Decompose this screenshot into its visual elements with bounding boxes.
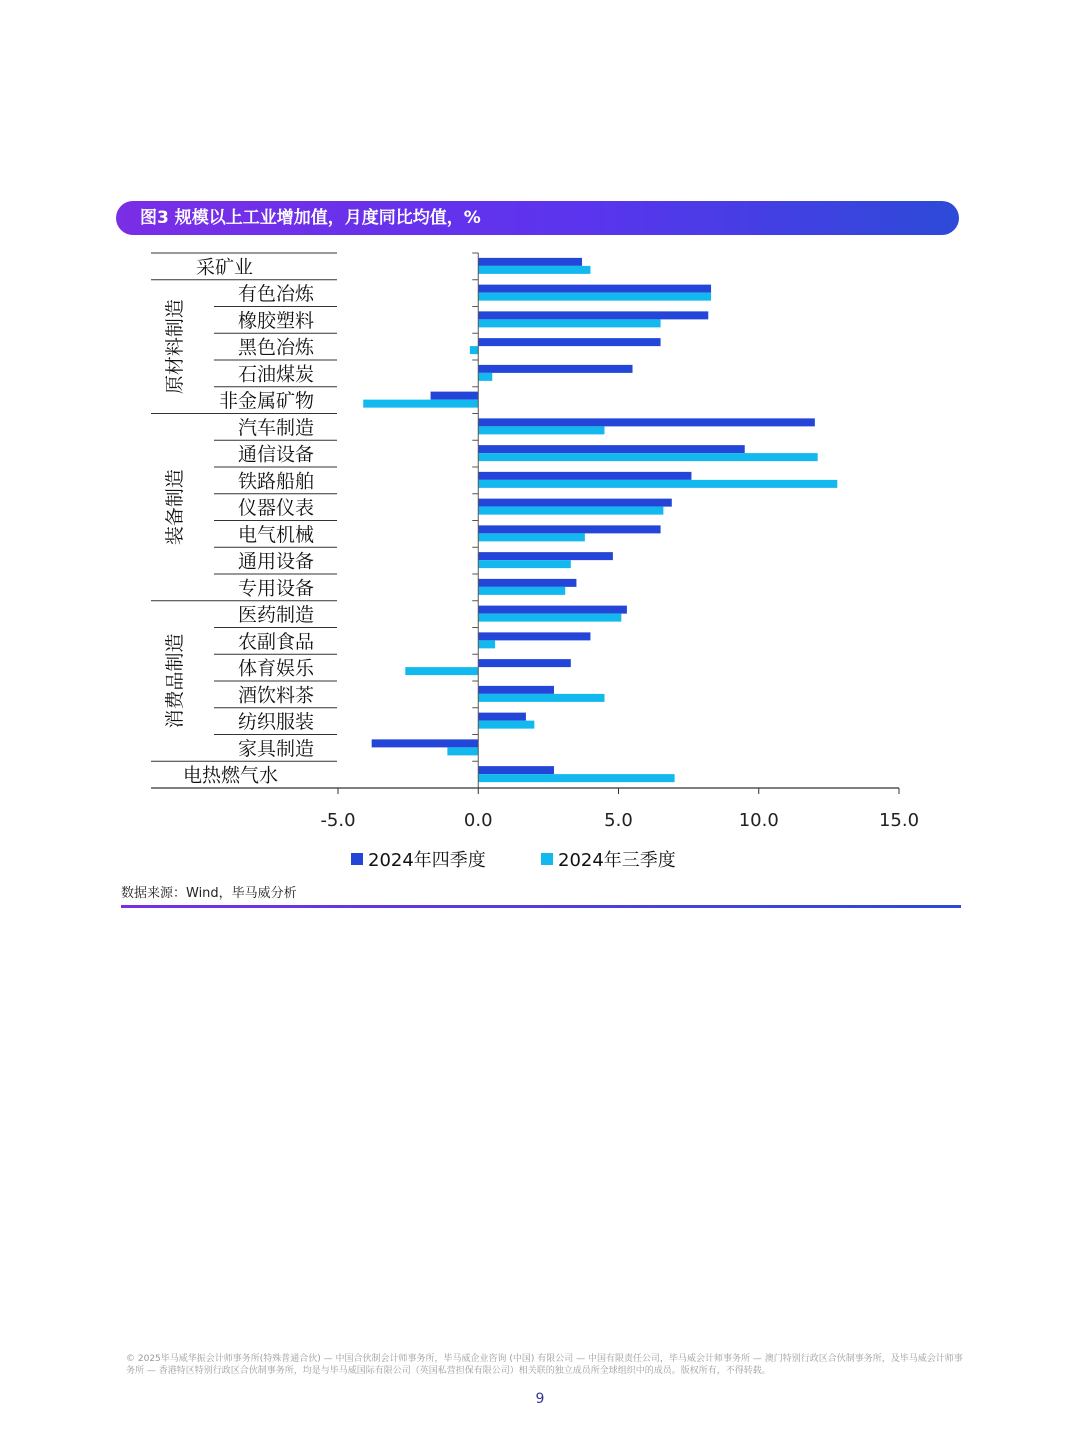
category-label: 汽车制造 (237, 416, 314, 439)
bar-q3-6 (478, 426, 604, 434)
group-label: 消费品制造 (164, 633, 186, 729)
legend-swatch-q4 (351, 853, 363, 865)
bar-q4-3 (478, 338, 660, 346)
category-label: 非金属矿物 (218, 390, 314, 413)
bar-q3-16 (478, 694, 604, 702)
bar-q4-1 (478, 285, 711, 293)
bar-q3-8 (478, 480, 837, 488)
category-label: 纺织服装 (237, 711, 314, 734)
category-label: 铁路船舶 (237, 470, 314, 493)
category-label: 酒饮料茶 (237, 684, 314, 707)
bar-q3-4 (478, 373, 492, 381)
bar-q4-5 (431, 392, 479, 400)
category-label: 有色冶炼 (237, 283, 314, 306)
legend-label-q3: 2024年三季度 (558, 850, 676, 871)
x-tick-label: -5.0 (320, 810, 356, 831)
category-label: 通用设备 (237, 550, 314, 573)
legend-swatch-q3 (541, 853, 553, 865)
category-label: 电热燃气水 (182, 764, 278, 787)
x-tick-label: 10.0 (738, 810, 779, 831)
bar-q3-11 (478, 560, 571, 568)
bar-q4-9 (478, 499, 672, 507)
category-label: 采矿业 (195, 256, 253, 279)
category-label: 通信设备 (237, 443, 314, 466)
bar-q4-7 (478, 445, 744, 453)
bar-q3-2 (478, 319, 660, 327)
bar-q4-17 (478, 713, 526, 721)
page-number: 9 (535, 1391, 545, 1407)
category-label: 家具制造 (237, 737, 314, 760)
bar-q3-5 (363, 400, 478, 408)
group-label: 原材料制造 (164, 299, 186, 395)
x-tick-label: 5.0 (604, 810, 633, 831)
bar-q3-3 (470, 346, 478, 354)
bar-q4-15 (478, 659, 571, 667)
category-label: 医药制造 (237, 604, 314, 627)
bar-q3-17 (478, 721, 534, 729)
bar-q4-16 (478, 686, 554, 694)
category-label: 体育娱乐 (237, 657, 314, 680)
bar-q4-18 (372, 739, 479, 747)
category-label: 农副食品 (237, 630, 314, 653)
bar-q3-14 (478, 640, 495, 648)
bar-q3-1 (478, 293, 711, 301)
bar-q3-0 (478, 266, 590, 274)
bar-q3-19 (478, 774, 674, 782)
category-label: 石油煤炭 (237, 363, 314, 386)
bar-q4-4 (478, 365, 632, 373)
bar-q3-18 (447, 747, 478, 755)
bar-q4-14 (478, 632, 590, 640)
bar-q4-13 (478, 606, 627, 614)
category-label: 专用设备 (237, 577, 314, 600)
figure-title-banner: 图3 规模以上工业增加值，月度同比均值，% (116, 201, 959, 235)
bar-q3-12 (478, 587, 565, 595)
bar-q4-10 (478, 525, 660, 533)
divider-rule (121, 905, 961, 908)
bar-q3-9 (478, 507, 663, 515)
x-tick-label: 0.0 (463, 810, 493, 831)
bar-q3-13 (478, 614, 621, 622)
bar-q4-2 (478, 311, 708, 319)
category-label: 仪器仪表 (237, 497, 314, 520)
bar-q4-19 (478, 766, 554, 774)
bar-q4-6 (478, 418, 815, 426)
bar-q3-15 (405, 667, 478, 675)
category-label: 电气机械 (237, 523, 314, 546)
copyright-notice: © 2025毕马威华振会计师事务所(特殊普通合伙) — 中国合伙制会计师事务所，毕马威企业咨询 (中国) 有限公司 — 中国有限责任公司，毕马威会计师事务所 — 澳门特别行政区合伙制事务所，及毕马威会计师事务所 — 香港特区特别行政区合伙制事务所，均是与毕马威国际有限公司（英国私营担保有限公司）相关联的独立成员所全球组织中的成员。版权所有，不得转载。 (126, 1354, 963, 1376)
bar-q3-7 (478, 453, 817, 461)
data-source-note: 数据来源：Wind，毕马威分析 (121, 886, 297, 901)
group-label: 装备制造 (164, 469, 186, 546)
bar-q3-10 (478, 533, 585, 541)
category-label: 黑色冶炼 (237, 336, 314, 359)
bar-q4-8 (478, 472, 691, 480)
legend-label-q4: 2024年四季度 (368, 850, 486, 871)
category-label: 橡胶塑料 (237, 309, 314, 332)
bar-q4-12 (478, 579, 576, 587)
bar-q4-11 (478, 552, 613, 560)
x-tick-label: 15.0 (878, 810, 920, 831)
bar-q4-0 (478, 258, 582, 266)
